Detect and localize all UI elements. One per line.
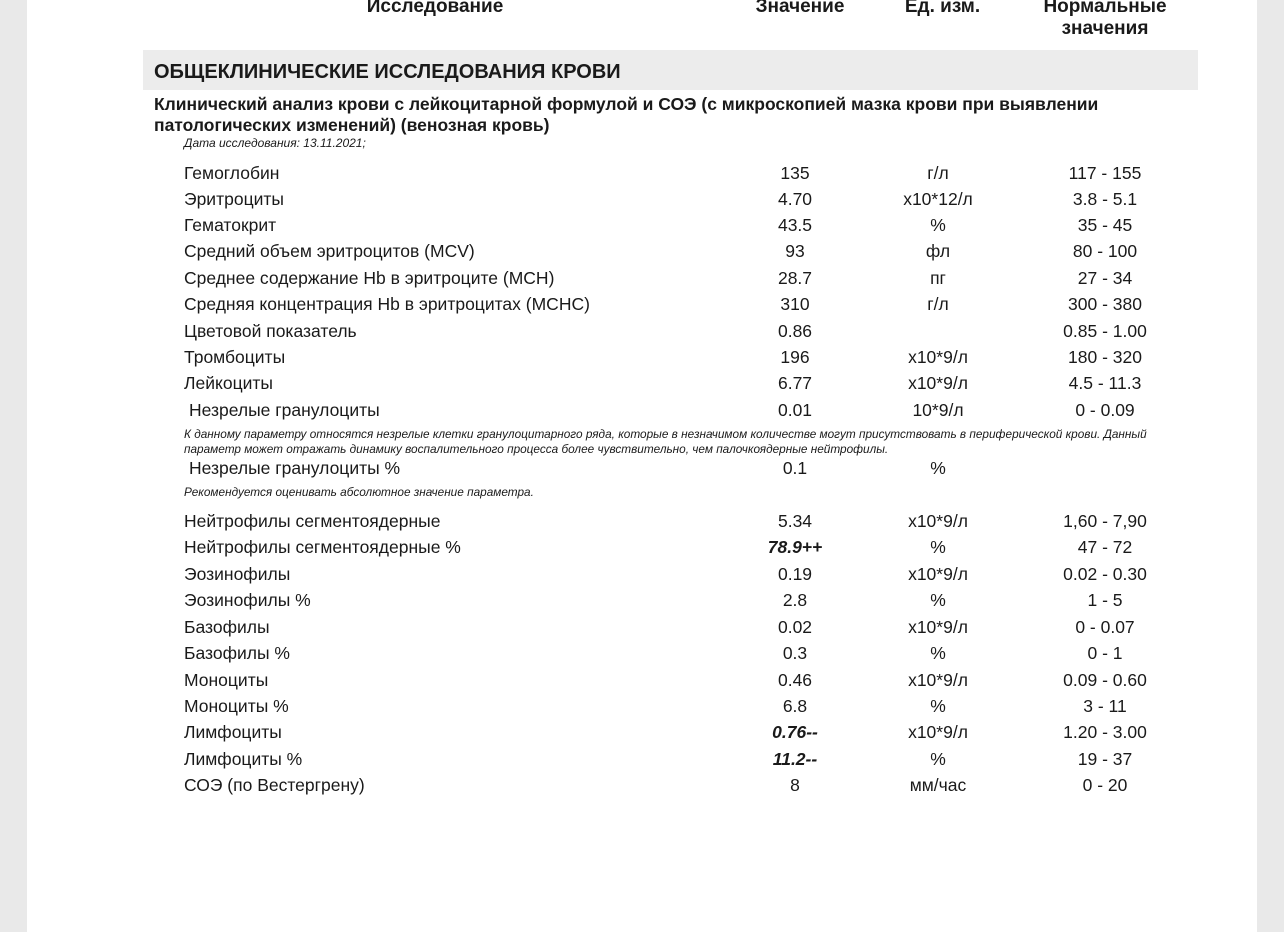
test-value-flagged: 78.9++ <box>767 537 823 557</box>
test-unit: х10*9/л <box>908 564 968 584</box>
column-header-norm <box>1020 0 1190 40</box>
test-norm: 0 - 1 <box>1087 643 1123 663</box>
test-unit: % <box>930 215 946 235</box>
test-value: 0.1 <box>782 458 808 478</box>
test-norm: 1,60 - 7,90 <box>1063 511 1147 531</box>
test-name: Незрелые гранулоциты % <box>189 458 401 478</box>
test-norm: 80 - 100 <box>1072 241 1138 261</box>
test-unit: % <box>930 458 946 478</box>
test-name: Базофилы <box>184 617 270 637</box>
result-row <box>0 400 1284 426</box>
test-norm: 0 - 0.07 <box>1075 617 1135 637</box>
result-row <box>0 511 1284 537</box>
test-value: 196 <box>780 347 810 367</box>
result-row <box>0 347 1284 373</box>
result-row <box>0 749 1284 775</box>
test-norm: 35 - 45 <box>1077 215 1133 235</box>
result-row <box>0 537 1284 563</box>
result-row <box>0 241 1284 267</box>
test-norm: 0.09 - 0.60 <box>1063 670 1147 690</box>
test-value: 6.8 <box>782 696 808 716</box>
test-value: 43.5 <box>777 215 813 235</box>
test-norm: 47 - 72 <box>1077 537 1133 557</box>
test-value: 93 <box>785 241 805 261</box>
test-norm: 27 - 34 <box>1077 268 1133 288</box>
test-unit: % <box>930 643 946 663</box>
test-unit: % <box>930 696 946 716</box>
test-norm: 0 - 20 <box>1082 775 1128 795</box>
footnote: К данному параметру относятся незрелые клетки гранулоцитарного ряда, которые в незначимом количестве могут присутствовать в периферической крови. Данный параметр может отражать динамику воспалительного процесса более чувствительно, чем палочкоядерные нейтрофилы. <box>184 427 1147 456</box>
result-row <box>0 321 1284 347</box>
test-name: Тромбоциты <box>184 347 286 367</box>
test-value: 8 <box>790 775 800 795</box>
column-header-test: Исследование <box>366 0 504 17</box>
test-norm: 3.8 - 5.1 <box>1072 189 1138 209</box>
test-norm: 300 - 380 <box>1068 294 1142 314</box>
test-name: Эозинофилы % <box>184 590 311 610</box>
result-row <box>0 268 1284 294</box>
result-row <box>0 458 1284 484</box>
test-unit: % <box>930 590 946 610</box>
result-row <box>0 670 1284 696</box>
test-name: Моноциты % <box>184 696 289 716</box>
result-row <box>0 373 1284 399</box>
test-value: 310 <box>780 294 810 314</box>
test-unit: х10*9/л <box>908 511 968 531</box>
test-name: Лимфоциты % <box>184 749 303 769</box>
footnote: Рекомендуется оценивать абсолютное значение параметра. <box>184 485 534 499</box>
test-name: Лейкоциты <box>184 373 273 393</box>
result-row <box>0 564 1284 590</box>
test-value: 135 <box>780 163 810 183</box>
test-unit: х10*9/л <box>908 617 968 637</box>
test-value-flagged: 11.2-- <box>772 749 818 769</box>
test-norm: 180 - 320 <box>1068 347 1142 367</box>
test-name: Эозинофилы <box>184 564 291 584</box>
test-value-flagged: 0.76-- <box>772 722 818 742</box>
test-unit: х10*9/л <box>908 373 968 393</box>
result-row <box>0 775 1284 801</box>
test-unit: х10*12/л <box>903 189 973 209</box>
test-norm: 19 - 37 <box>1077 749 1133 769</box>
test-unit: % <box>930 537 946 557</box>
test-norm: 3 - 11 <box>1083 696 1127 716</box>
test-name: Средний объем эритроцитов (MCV) <box>184 241 475 261</box>
test-value: 4.70 <box>777 189 813 209</box>
test-name: Моноциты <box>184 670 269 690</box>
test-unit: х10*9/л <box>908 347 968 367</box>
test-norm: 1 - 5 <box>1087 590 1123 610</box>
study-date: Дата исследования: 13.11.2021; <box>184 136 366 150</box>
test-unit: фл <box>925 241 951 261</box>
section-title: ОБЩЕКЛИНИЧЕСКИЕ ИССЛЕДОВАНИЯ КРОВИ <box>154 61 621 83</box>
test-unit: мм/час <box>909 775 967 795</box>
test-norm: 117 - 155 <box>1068 163 1142 183</box>
result-row <box>0 215 1284 241</box>
test-unit: 10*9/л <box>912 400 964 420</box>
column-header-norm-line1: Нормальные <box>1043 0 1167 17</box>
result-row <box>0 696 1284 722</box>
test-value: 5.34 <box>777 511 813 531</box>
test-norm: 0 - 0.09 <box>1075 400 1135 420</box>
test-value: 2.8 <box>782 590 808 610</box>
test-name: Среднее содержание Hb в эритроците (MCH) <box>184 268 555 288</box>
test-name: Незрелые гранулоциты <box>189 400 380 420</box>
result-row <box>0 643 1284 669</box>
test-name: СОЭ (по Вестергрену) <box>184 775 365 795</box>
test-name: Нейтрофилы сегментоядерные <box>184 511 441 531</box>
result-row <box>0 163 1284 189</box>
result-row <box>0 189 1284 215</box>
test-name: Гемоглобин <box>184 163 280 183</box>
test-name: Гематокрит <box>184 215 277 235</box>
test-norm: 1.20 - 3.00 <box>1063 722 1147 742</box>
test-value: 0.19 <box>777 564 813 584</box>
test-unit: % <box>930 749 946 769</box>
test-value: 0.46 <box>777 670 813 690</box>
test-norm: 4.5 - 11.3 <box>1068 373 1142 393</box>
result-row <box>0 617 1284 643</box>
column-header-value: Значение <box>755 0 845 17</box>
analysis-title: Клинический анализ крови с лейкоцитарной формулой и СОЭ (с микроскопией мазка крови при выявлении патологических изменений) (венозная кровь) <box>154 94 1099 135</box>
test-name: Цветовой показатель <box>184 321 357 341</box>
test-name: Нейтрофилы сегментоядерные % <box>184 537 461 557</box>
result-row <box>0 294 1284 320</box>
column-header-unit: Ед. изм. <box>904 0 981 17</box>
column-header-norm-line2: значения <box>1061 18 1149 39</box>
test-unit: пг <box>930 268 946 288</box>
test-unit: г/л <box>927 294 949 314</box>
test-unit: х10*9/л <box>908 722 968 742</box>
result-row <box>0 590 1284 616</box>
test-norm: 0.85 - 1.00 <box>1063 321 1147 341</box>
test-unit: х10*9/л <box>908 670 968 690</box>
test-name: Базофилы % <box>184 643 290 663</box>
result-row <box>0 722 1284 748</box>
test-value: 0.01 <box>777 400 813 420</box>
test-norm: 0.02 - 0.30 <box>1063 564 1147 584</box>
test-name: Средняя концентрация Hb в эритроцитах (MCHC) <box>184 294 590 314</box>
test-unit: г/л <box>927 163 949 183</box>
test-value: 0.3 <box>782 643 808 663</box>
test-value: 6.77 <box>777 373 813 393</box>
test-name: Эритроциты <box>184 189 284 209</box>
test-value: 28.7 <box>777 268 813 288</box>
test-value: 0.86 <box>777 321 813 341</box>
test-name: Лимфоциты <box>184 722 282 742</box>
test-value: 0.02 <box>777 617 813 637</box>
